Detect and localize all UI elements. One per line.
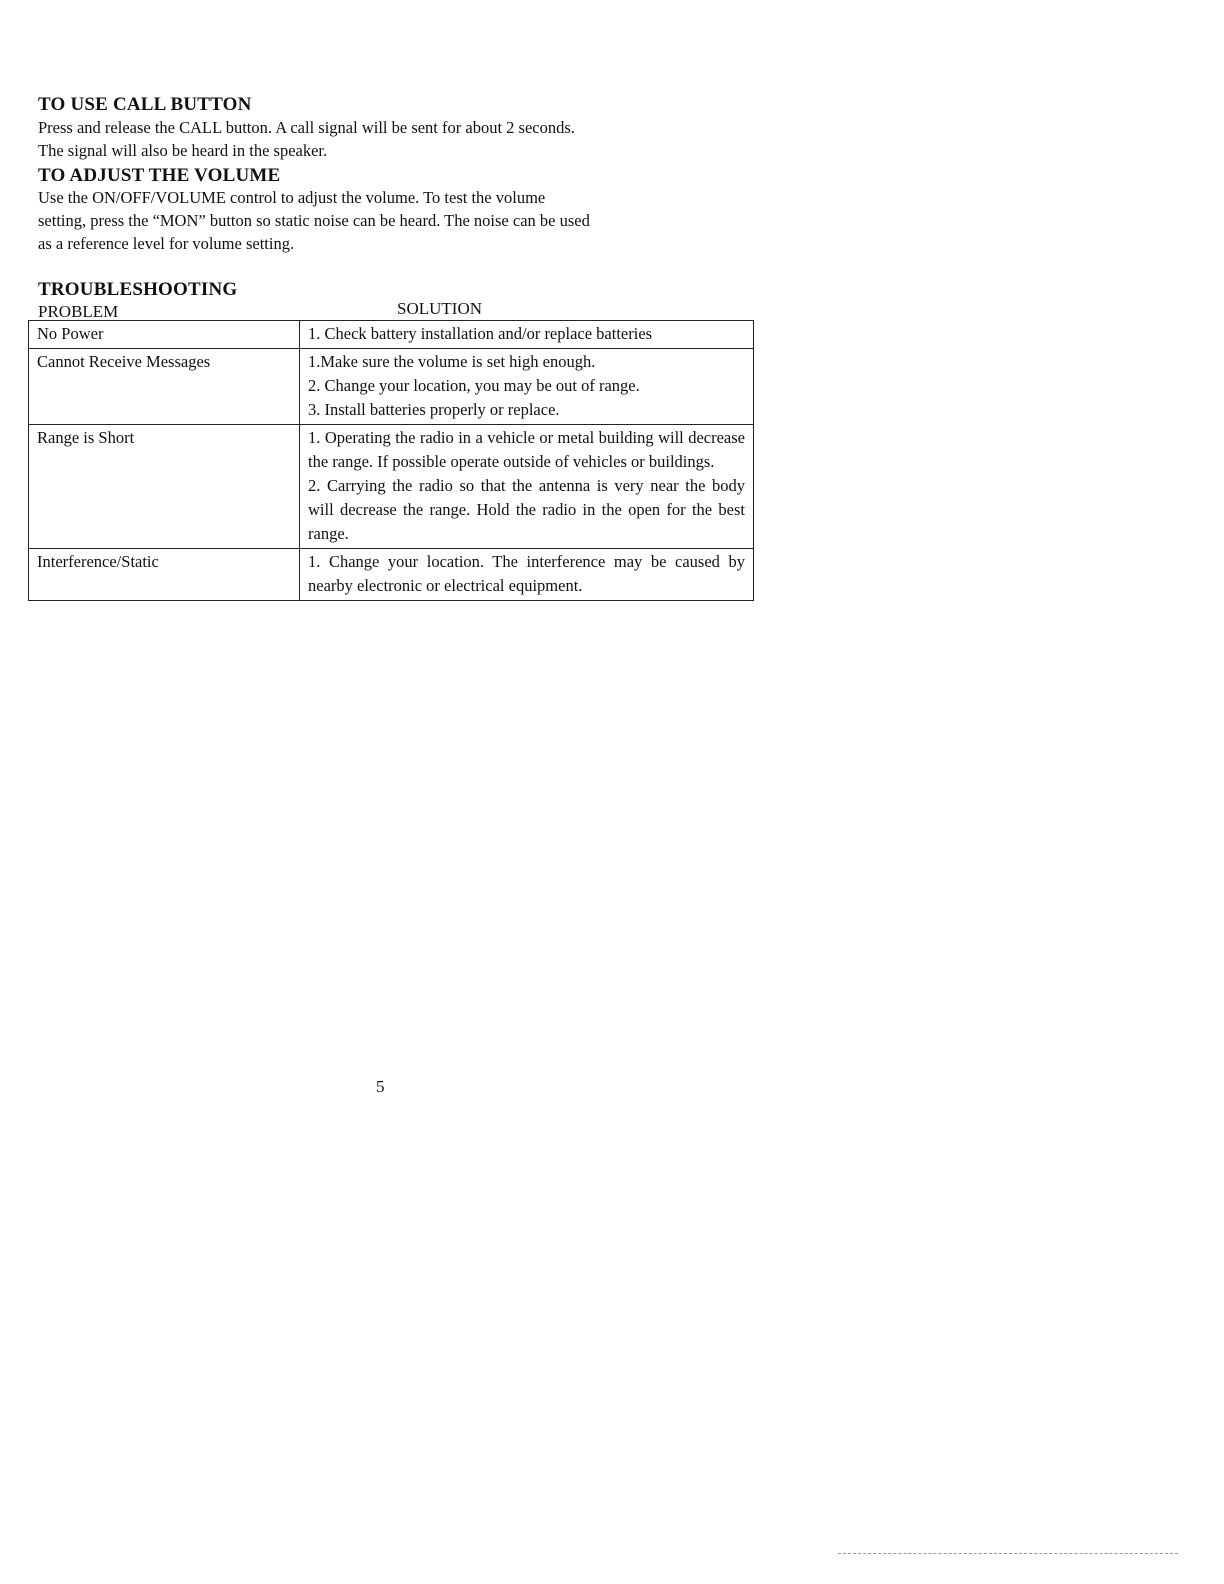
problem-cell: No Power xyxy=(29,321,300,349)
volume-instruction-line: as a reference level for volume setting. xyxy=(38,234,295,253)
solution-cell xyxy=(300,425,754,549)
problem-cell: Interference/Static xyxy=(29,549,300,601)
call-instruction-line: The signal will also be heard in the speaker. xyxy=(38,141,328,160)
troubleshooting-table xyxy=(28,320,754,601)
table-row xyxy=(29,549,754,601)
call-button-heading: TO USE CALL BUTTON xyxy=(38,94,252,115)
solution-step: 3. Install batteries properly or replace. xyxy=(308,400,560,419)
solution-step: 1. Operating the radio in a vehicle or metal building will decrease the range. If possible operate outside of vehicles or buildings. xyxy=(308,428,745,471)
scan-artifact-line xyxy=(838,1553,1178,1554)
problem-column-header: PROBLEM xyxy=(38,302,119,321)
solution-cell xyxy=(300,321,754,349)
table-row xyxy=(29,425,754,549)
solution-step: 1. Change your location. The interference may be caused by nearby electronic or electrical equipment. xyxy=(308,552,745,595)
volume-instruction-line: setting, press the “MON” button so static noise can be heard. The noise can be used xyxy=(38,211,590,230)
adjust-volume-instructions xyxy=(38,186,758,255)
problem-cell: Range is Short xyxy=(29,425,300,549)
page-number: 5 xyxy=(376,1077,385,1096)
table-row xyxy=(29,349,754,425)
problem-cell: Cannot Receive Messages xyxy=(29,349,300,425)
solution-step: 1.Make sure the volume is set high enough. xyxy=(308,352,596,371)
call-button-instructions xyxy=(38,116,758,162)
solution-step: 2. Change your location, you may be out of range. xyxy=(308,376,640,395)
solution-cell xyxy=(300,549,754,601)
call-instruction-line: Press and release the CALL button. A call signal will be sent for about 2 seconds. xyxy=(38,118,575,137)
table-row xyxy=(29,321,754,349)
adjust-volume-heading: TO ADJUST THE VOLUME xyxy=(38,165,281,186)
solution-column-header: SOLUTION xyxy=(397,299,482,318)
volume-instruction-line: Use the ON/OFF/VOLUME control to adjust the volume. To test the volume xyxy=(38,188,546,207)
solution-step: 1. Check battery installation and/or replace batteries xyxy=(308,324,653,343)
solution-cell xyxy=(300,349,754,425)
solution-step: 2. Carrying the radio so that the antenna is very near the body will decrease the range. Hold the radio in the open for the best range. xyxy=(308,476,745,543)
troubleshooting-heading: TROUBLESHOOTING xyxy=(38,279,238,300)
